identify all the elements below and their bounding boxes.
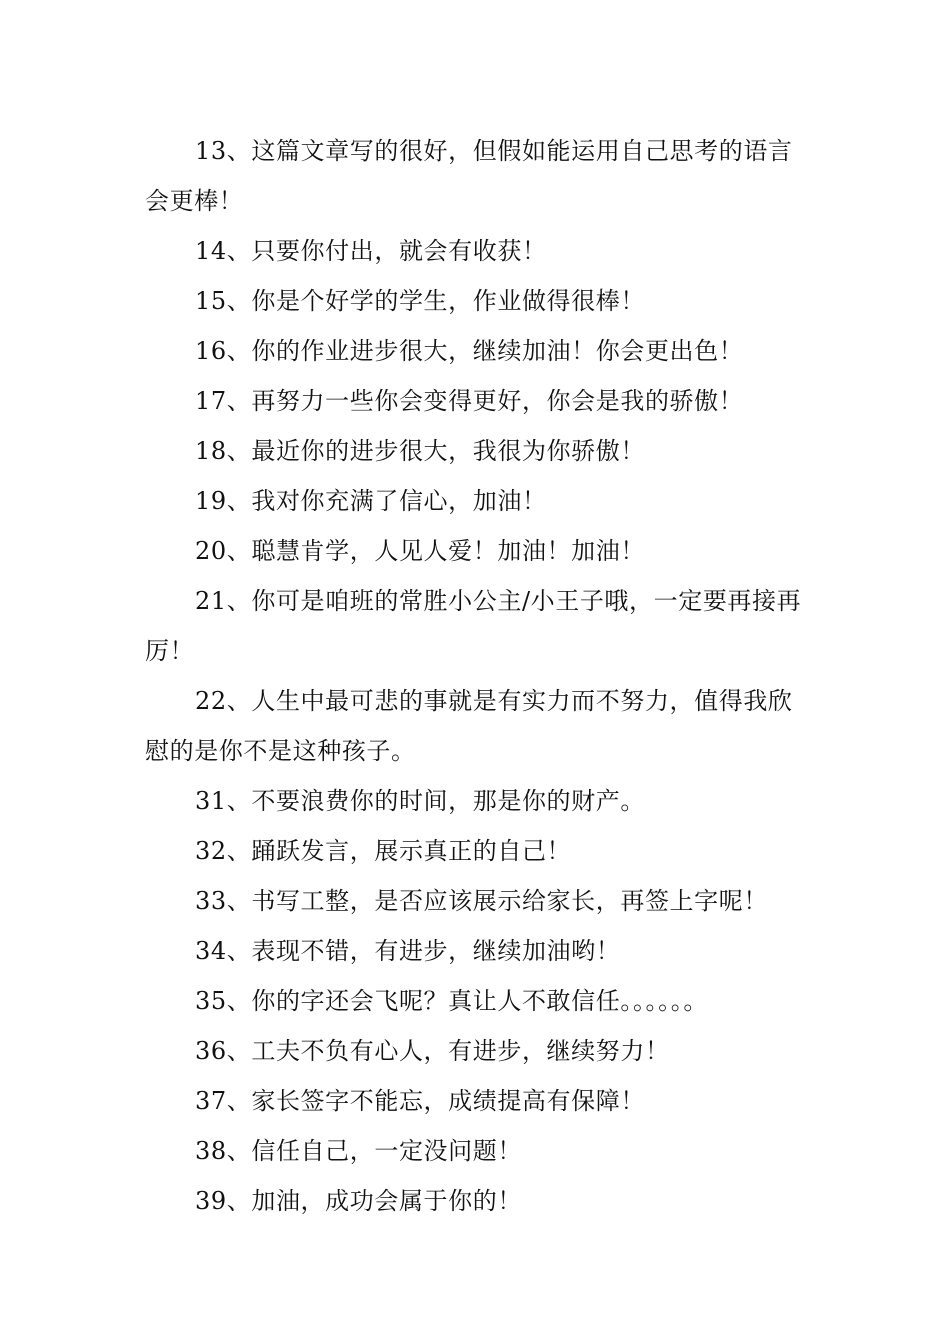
comment-paragraph-22: 22、人生中最可悲的事就是有实力而不努力，值得我欣慰的是你不是这种孩子。 bbox=[145, 687, 793, 765]
comment-paragraph-34: 34、表现不错，有进步，继续加油哟！ bbox=[195, 937, 621, 965]
comment-paragraph-14: 14、只要你付出，就会有收获！ bbox=[195, 237, 547, 265]
comment-paragraph-21: 21、你可是咱班的常胜小公主/小王子哦，一定要再接再厉！ bbox=[145, 587, 802, 665]
comment-paragraph-18: 18、最近你的进步很大，我很为你骄傲！ bbox=[195, 437, 645, 465]
document-body bbox=[145, 126, 807, 1226]
comment-paragraph-37: 37、家长签字不能忘，成绩提高有保障！ bbox=[195, 1087, 645, 1115]
comment-paragraph-19: 19、我对你充满了信心，加油！ bbox=[195, 487, 547, 515]
comment-paragraph-33: 33、书写工整，是否应该展示给家长，再签上字呢！ bbox=[195, 887, 768, 915]
comment-paragraph-15: 15、你是个好学的学生，作业做得很棒！ bbox=[195, 287, 645, 315]
comment-paragraph-31: 31、不要浪费你的时间，那是你的财产。 bbox=[195, 787, 645, 815]
comment-paragraph-20: 20、聪慧肯学，人见人爱！加油！加油！ bbox=[195, 537, 645, 565]
comment-paragraph-35: 35、你的字还会飞呢？真让人不敢信任。。。。。。 bbox=[195, 987, 708, 1015]
comment-paragraph-32: 32、踊跃发言，展示真正的自己！ bbox=[195, 837, 572, 865]
comment-paragraph-36: 36、工夫不负有心人，有进步，继续努力！ bbox=[195, 1037, 670, 1065]
comment-paragraph-17: 17、再努力一些你会变得更好，你会是我的骄傲！ bbox=[195, 387, 744, 415]
comment-paragraph-13: 13、这篇文章写的很好，但假如能运用自己思考的语言会更棒！ bbox=[145, 137, 793, 215]
comment-paragraph-16: 16、你的作业进步很大，继续加油！你会更出色！ bbox=[195, 337, 744, 365]
comment-paragraph-39: 39、加油，成功会属于你的！ bbox=[195, 1187, 522, 1215]
comment-paragraph-38: 38、信任自己，一定没问题！ bbox=[195, 1137, 522, 1165]
